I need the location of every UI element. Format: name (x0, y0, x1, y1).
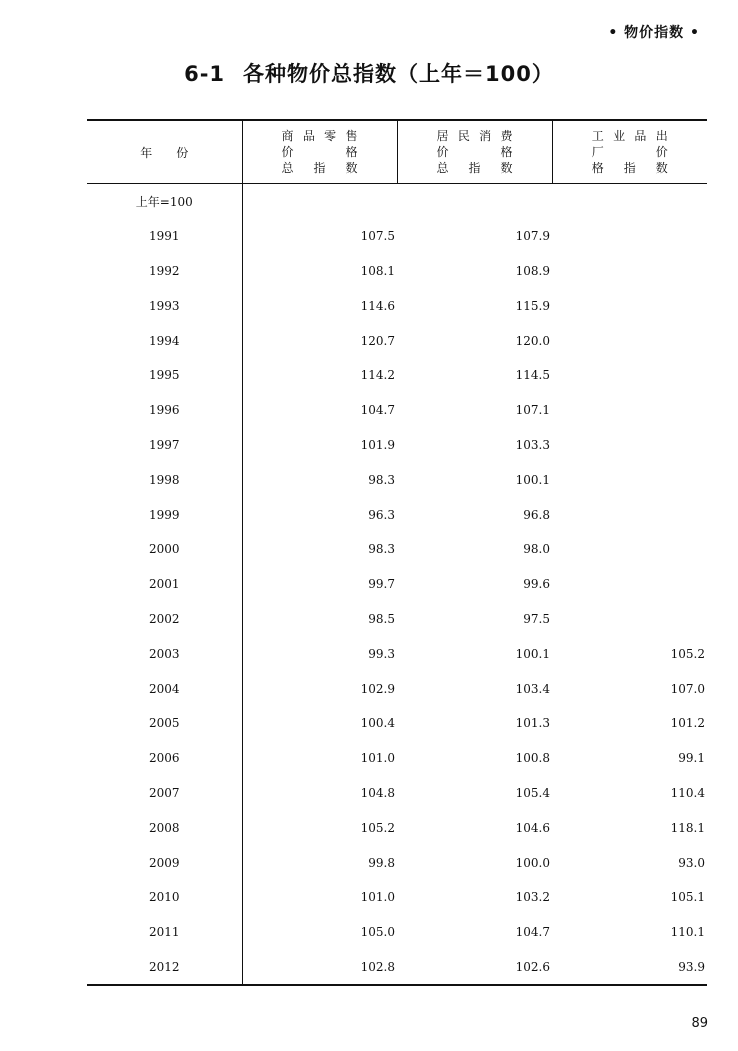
cpi-cell-value: 103.3 (515, 437, 550, 452)
cpi-cell (397, 810, 552, 845)
table-header-row (87, 120, 707, 184)
retail-cell-value: 101.9 (360, 437, 395, 452)
retail-cell-value: 101.0 (360, 751, 395, 766)
table-row (87, 288, 707, 323)
ppi-cell-value (705, 334, 707, 348)
year-cell-value: 1991 (148, 229, 180, 244)
unit-blank (242, 184, 397, 219)
ppi-cell-value: 93.9 (678, 959, 705, 974)
cpi-cell (397, 880, 552, 915)
year-cell-value: 2006 (148, 751, 180, 766)
retail-cell (242, 602, 397, 637)
retail-cell-value: 98.3 (368, 472, 395, 487)
retail-cell-value: 100.4 (360, 716, 395, 731)
table-row (87, 497, 707, 532)
retail-cell-value: 102.9 (360, 681, 395, 696)
year-cell-value: 2007 (148, 785, 180, 800)
ppi-cell-value: 110.4 (670, 785, 705, 800)
retail-cell-value: 104.7 (360, 403, 395, 418)
cpi-cell-value: 107.9 (515, 229, 550, 244)
table-row (87, 706, 707, 741)
table-row (87, 636, 707, 671)
ppi-cell (552, 219, 707, 254)
cpi-cell-value: 96.8 (523, 507, 550, 522)
retail-cell (242, 671, 397, 706)
ppi-cell-value (705, 508, 707, 522)
year-cell-value: 1998 (148, 472, 180, 487)
ppi-cell-value (705, 368, 707, 382)
year-cell (87, 428, 242, 463)
retail-cell (242, 880, 397, 915)
header-cpi-line3: 总 指 数 (436, 161, 513, 175)
cpi-cell-value: 100.0 (515, 855, 550, 870)
page-header-tag: • 物价指数 • (608, 25, 700, 41)
retail-cell (242, 845, 397, 880)
year-cell-value: 1994 (148, 333, 180, 348)
table-title: 各种物价总指数（上年＝100） (243, 62, 554, 86)
ppi-cell-value: 101.2 (670, 716, 705, 731)
header-ppi (552, 120, 707, 184)
ppi-cell (552, 497, 707, 532)
cpi-cell (397, 602, 552, 637)
year-cell (87, 915, 242, 950)
table-row (87, 532, 707, 567)
table-row (87, 810, 707, 845)
retail-cell (242, 323, 397, 358)
year-cell (87, 845, 242, 880)
retail-cell-value: 99.3 (368, 646, 395, 661)
ppi-cell (552, 636, 707, 671)
cpi-cell-value: 104.6 (515, 820, 550, 835)
retail-cell (242, 810, 397, 845)
year-cell-value: 1996 (148, 403, 180, 418)
ppi-cell (552, 845, 707, 880)
retail-cell (242, 567, 397, 602)
cpi-cell-value: 108.9 (515, 263, 550, 278)
retail-cell-value: 105.0 (360, 925, 395, 940)
retail-cell-value: 107.5 (360, 229, 395, 244)
ppi-cell (552, 810, 707, 845)
retail-cell (242, 706, 397, 741)
year-cell-value: 2004 (148, 681, 180, 696)
year-cell (87, 254, 242, 289)
year-cell-value: 1993 (148, 298, 180, 313)
ppi-cell-value: 93.0 (678, 855, 705, 870)
table-row (87, 602, 707, 637)
ppi-cell-value (705, 229, 707, 243)
ppi-cell (552, 741, 707, 776)
ppi-cell-value: 105.2 (670, 646, 705, 661)
retail-cell (242, 532, 397, 567)
ppi-cell (552, 706, 707, 741)
unit-blank (552, 184, 707, 219)
header-retail-line1: 商 品 零 售 (281, 129, 358, 143)
cpi-cell (397, 358, 552, 393)
year-cell-value: 2003 (148, 646, 180, 661)
ppi-cell (552, 288, 707, 323)
cpi-cell-value: 114.5 (515, 368, 550, 383)
retail-cell-value: 96.3 (368, 507, 395, 522)
cpi-cell (397, 671, 552, 706)
retail-cell-value: 102.8 (360, 959, 395, 974)
header-cpi (397, 120, 552, 184)
cpi-cell-value: 105.4 (515, 785, 550, 800)
ppi-cell (552, 950, 707, 986)
ppi-cell-value: 110.1 (670, 925, 705, 940)
retail-cell (242, 462, 397, 497)
table-row (87, 567, 707, 602)
retail-cell-value: 114.6 (360, 298, 395, 313)
ppi-cell-value (705, 438, 707, 452)
header-ppi-line3: 格 指 数 (591, 161, 668, 175)
year-cell (87, 950, 242, 986)
year-cell-value: 2009 (148, 855, 180, 870)
cpi-cell (397, 497, 552, 532)
cpi-cell-value: 99.6 (523, 577, 550, 592)
cpi-cell (397, 915, 552, 950)
cpi-cell (397, 532, 552, 567)
header-ppi-line1: 工 业 品 出 (591, 129, 668, 143)
year-cell-value: 2000 (148, 542, 180, 557)
cpi-cell (397, 288, 552, 323)
table-row (87, 393, 707, 428)
header-retail (242, 120, 397, 184)
ppi-cell-value (705, 299, 707, 313)
table-number: 6-1 (184, 62, 226, 86)
cpi-cell-value: 97.5 (523, 611, 550, 626)
page-number: 89 (691, 1016, 708, 1031)
cpi-cell (397, 428, 552, 463)
ppi-cell (552, 567, 707, 602)
retail-cell-value: 114.2 (360, 368, 395, 383)
cpi-cell-value: 103.2 (515, 890, 550, 905)
cpi-cell (397, 393, 552, 428)
table-row (87, 915, 707, 950)
ppi-cell-value: 105.1 (670, 890, 705, 905)
year-cell (87, 776, 242, 811)
table-row (87, 776, 707, 811)
table-row (87, 323, 707, 358)
retail-cell-value: 108.1 (360, 263, 395, 278)
year-cell-value: 2010 (148, 890, 180, 905)
year-cell (87, 462, 242, 497)
table-row (87, 219, 707, 254)
year-cell-value: 2005 (148, 716, 180, 731)
cpi-cell-value: 100.1 (515, 472, 550, 487)
header-retail-line2: 价 格 (281, 145, 358, 159)
year-cell (87, 219, 242, 254)
ppi-cell (552, 393, 707, 428)
year-cell (87, 880, 242, 915)
ppi-cell (552, 776, 707, 811)
ppi-cell (552, 671, 707, 706)
year-cell (87, 393, 242, 428)
ppi-cell-value (705, 542, 707, 556)
table-row (87, 254, 707, 289)
retail-cell (242, 636, 397, 671)
retail-cell-value: 98.3 (368, 542, 395, 557)
cpi-cell (397, 254, 552, 289)
ppi-cell-value (705, 403, 707, 417)
retail-cell (242, 254, 397, 289)
cpi-cell (397, 462, 552, 497)
cpi-cell (397, 219, 552, 254)
retail-cell-value: 104.8 (360, 785, 395, 800)
table-row (87, 671, 707, 706)
header-cpi-line2: 价 格 (436, 145, 513, 159)
table-row (87, 462, 707, 497)
ppi-cell (552, 323, 707, 358)
year-cell (87, 288, 242, 323)
ppi-cell (552, 358, 707, 393)
ppi-cell-value (705, 264, 707, 278)
retail-cell (242, 776, 397, 811)
retail-cell (242, 219, 397, 254)
year-cell-value: 2008 (148, 820, 180, 835)
retail-cell (242, 428, 397, 463)
retail-cell (242, 393, 397, 428)
year-cell (87, 567, 242, 602)
table-row (87, 845, 707, 880)
cpi-cell-value: 101.3 (515, 716, 550, 731)
cpi-cell-value: 115.9 (515, 298, 550, 313)
retail-cell-value: 99.8 (368, 855, 395, 870)
table-row (87, 950, 707, 986)
cpi-cell-value: 120.0 (515, 333, 550, 348)
table-row (87, 428, 707, 463)
retail-cell (242, 288, 397, 323)
ppi-cell-value: 99.1 (678, 751, 705, 766)
ppi-cell (552, 915, 707, 950)
retail-cell (242, 497, 397, 532)
price-index-table (87, 119, 707, 986)
ppi-cell-value: 118.1 (670, 820, 705, 835)
ppi-cell-value (705, 612, 707, 626)
cpi-cell (397, 567, 552, 602)
cpi-cell-value: 104.7 (515, 925, 550, 940)
cpi-cell-value: 100.8 (515, 751, 550, 766)
year-cell-value: 2011 (148, 925, 180, 940)
cpi-cell-value: 100.1 (515, 646, 550, 661)
year-cell-value: 2012 (148, 959, 180, 974)
year-cell-value: 1999 (148, 507, 180, 522)
header-cpi-line1: 居 民 消 费 (436, 129, 513, 143)
cpi-cell (397, 776, 552, 811)
year-cell (87, 358, 242, 393)
table-row (87, 358, 707, 393)
retail-cell-value: 120.7 (360, 333, 395, 348)
unit-label: 上年=100 (135, 194, 193, 209)
retail-cell-value: 98.5 (368, 611, 395, 626)
cpi-cell (397, 636, 552, 671)
cpi-cell-value: 98.0 (523, 542, 550, 557)
cpi-cell-value: 102.6 (515, 959, 550, 974)
retail-cell-value: 101.0 (360, 890, 395, 905)
header-ppi-line2: 厂 价 (591, 145, 668, 159)
header-retail-line3: 总 指 数 (281, 161, 358, 175)
ppi-cell (552, 880, 707, 915)
year-cell (87, 636, 242, 671)
ppi-cell (552, 254, 707, 289)
table-row (87, 880, 707, 915)
ppi-cell (552, 602, 707, 637)
retail-cell (242, 358, 397, 393)
unit-blank (397, 184, 552, 219)
year-cell-value: 1992 (148, 263, 180, 278)
retail-cell-value: 105.2 (360, 820, 395, 835)
year-cell (87, 671, 242, 706)
year-cell-value: 2001 (148, 577, 180, 592)
ppi-cell (552, 462, 707, 497)
cpi-cell-value: 103.4 (515, 681, 550, 696)
ppi-cell-value (705, 577, 707, 591)
ppi-cell-value: 107.0 (670, 681, 705, 696)
page-title (0, 58, 738, 88)
year-cell (87, 706, 242, 741)
year-cell (87, 741, 242, 776)
ppi-cell (552, 428, 707, 463)
unit-row (87, 184, 707, 219)
ppi-cell (552, 532, 707, 567)
year-cell (87, 497, 242, 532)
cpi-cell (397, 741, 552, 776)
retail-cell (242, 741, 397, 776)
header-year-label: 年 份 (140, 145, 189, 160)
cpi-cell (397, 950, 552, 986)
year-cell (87, 532, 242, 567)
year-cell-value: 1997 (148, 437, 180, 452)
year-cell (87, 602, 242, 637)
cpi-cell (397, 323, 552, 358)
table-row (87, 741, 707, 776)
ppi-cell-value (705, 473, 707, 487)
retail-cell-value: 99.7 (368, 577, 395, 592)
retail-cell (242, 915, 397, 950)
header-year (87, 120, 242, 184)
year-cell-value: 1995 (148, 368, 180, 383)
year-cell-value: 2002 (148, 611, 180, 626)
year-cell (87, 810, 242, 845)
cpi-cell (397, 845, 552, 880)
cpi-cell (397, 706, 552, 741)
year-cell (87, 323, 242, 358)
retail-cell (242, 950, 397, 986)
cpi-cell-value: 107.1 (515, 403, 550, 418)
